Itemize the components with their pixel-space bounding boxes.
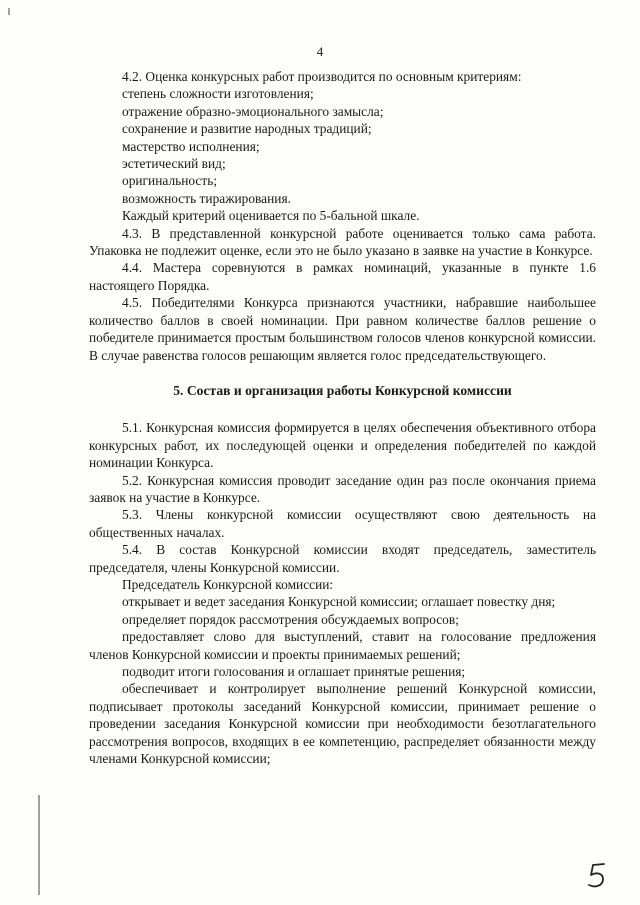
criteria-item: степень сложности изготовления; xyxy=(122,86,314,102)
page-number: 4 xyxy=(316,44,324,59)
criteria-item: оригинальность; xyxy=(122,173,218,189)
paragraph-4-3: 4.3. В представленной конкурсной работе оценивается только сама работа. Упаковка не подлежит оценке, если это не было указано в заявке на участие в Конкурсе. xyxy=(89,225,596,259)
paragraph-5-2: 5.2. Конкурсная комиссия проводит заседание один раз после окончания приема заявок на участие в Конкурсе. xyxy=(89,472,596,505)
criteria-item: отражение образно-эмоционального замысла; xyxy=(122,103,384,119)
criteria-item: возможность тиражирования. xyxy=(122,190,291,206)
section-5-heading: 5. Состав и организация работы Конкурсной комиссии xyxy=(173,382,512,398)
scale-note: Каждый критерий оценивается по 5-бальной шкале. xyxy=(122,208,420,224)
criteria-list xyxy=(89,85,596,224)
paragraph-5-3: 5.3. Члены конкурсной комиссии осуществляют свою деятельность на общественных началах. xyxy=(89,507,596,540)
chair-duty: подводит итоги голосования и оглашает принятые решения; xyxy=(122,664,466,679)
paragraph-5-4: 5.4. В состав Конкурсной комиссии входят председатель, заместитель председателя, члены Конкурсной комиссии. xyxy=(89,542,596,575)
chair-duty: предоставляет слово для выступлений, ставит на голосование предложения членов Конкурсной комиссии и проекты принимаемых решений; xyxy=(89,629,596,662)
chair-intro: Председатель Конкурсной комиссии: xyxy=(122,576,334,592)
criteria-item: эстетический вид; xyxy=(122,156,226,172)
criteria-item: сохранение и развитие народных традиций; xyxy=(122,121,372,137)
scan-artifact xyxy=(8,8,10,15)
binding-edge-mark xyxy=(38,795,40,895)
chair-duty: открывает и ведет заседания Конкурсной комиссии; оглашает повестку дня; xyxy=(122,594,556,610)
chair-duty: определяет порядок рассмотрения обсуждаемых вопросов; xyxy=(122,611,459,627)
chair-duty: обеспечивает и контролирует выполнение решений Конкурсной комиссии, подписывает протоколы заседаний Конкурсной комиссии, принимает решение о проведении заседания Конкурсной комиссии при необходимости безотлагательного рассмотрения вопросов, входящих в ее компетенцию, распределяет обязанности между членами Конкурсной комиссии; xyxy=(89,681,596,767)
paragraph-5-1: 5.1. Конкурсная комиссия формируется в целях обеспечения объективного отбора конкурсных работ, их последующей оценки и определения победителей по каждой номинации Конкурса. xyxy=(89,420,596,471)
paragraph-4-5: 4.5. Победителями Конкурса признаются участники, набравшие наибольшее количество баллов в своей номинации. При равном количестве баллов решение о победителе принимается простым большинством голосов членов конкурсной комиссии. В случае равенства голосов решающим является голос председательствующего. xyxy=(89,295,596,363)
document-body xyxy=(89,68,596,767)
paragraph-4-4: 4.4. Мастера соревнуются в рамках номинаций, указанные в пункте 1.6 настоящего Порядка. xyxy=(89,260,596,293)
paragraph-4-2: 4.2. Оценка конкурсных работ производится по основным критериям: xyxy=(122,69,522,84)
criteria-item: мастерство исполнения; xyxy=(122,138,260,154)
handwritten-page-mark xyxy=(584,861,612,891)
